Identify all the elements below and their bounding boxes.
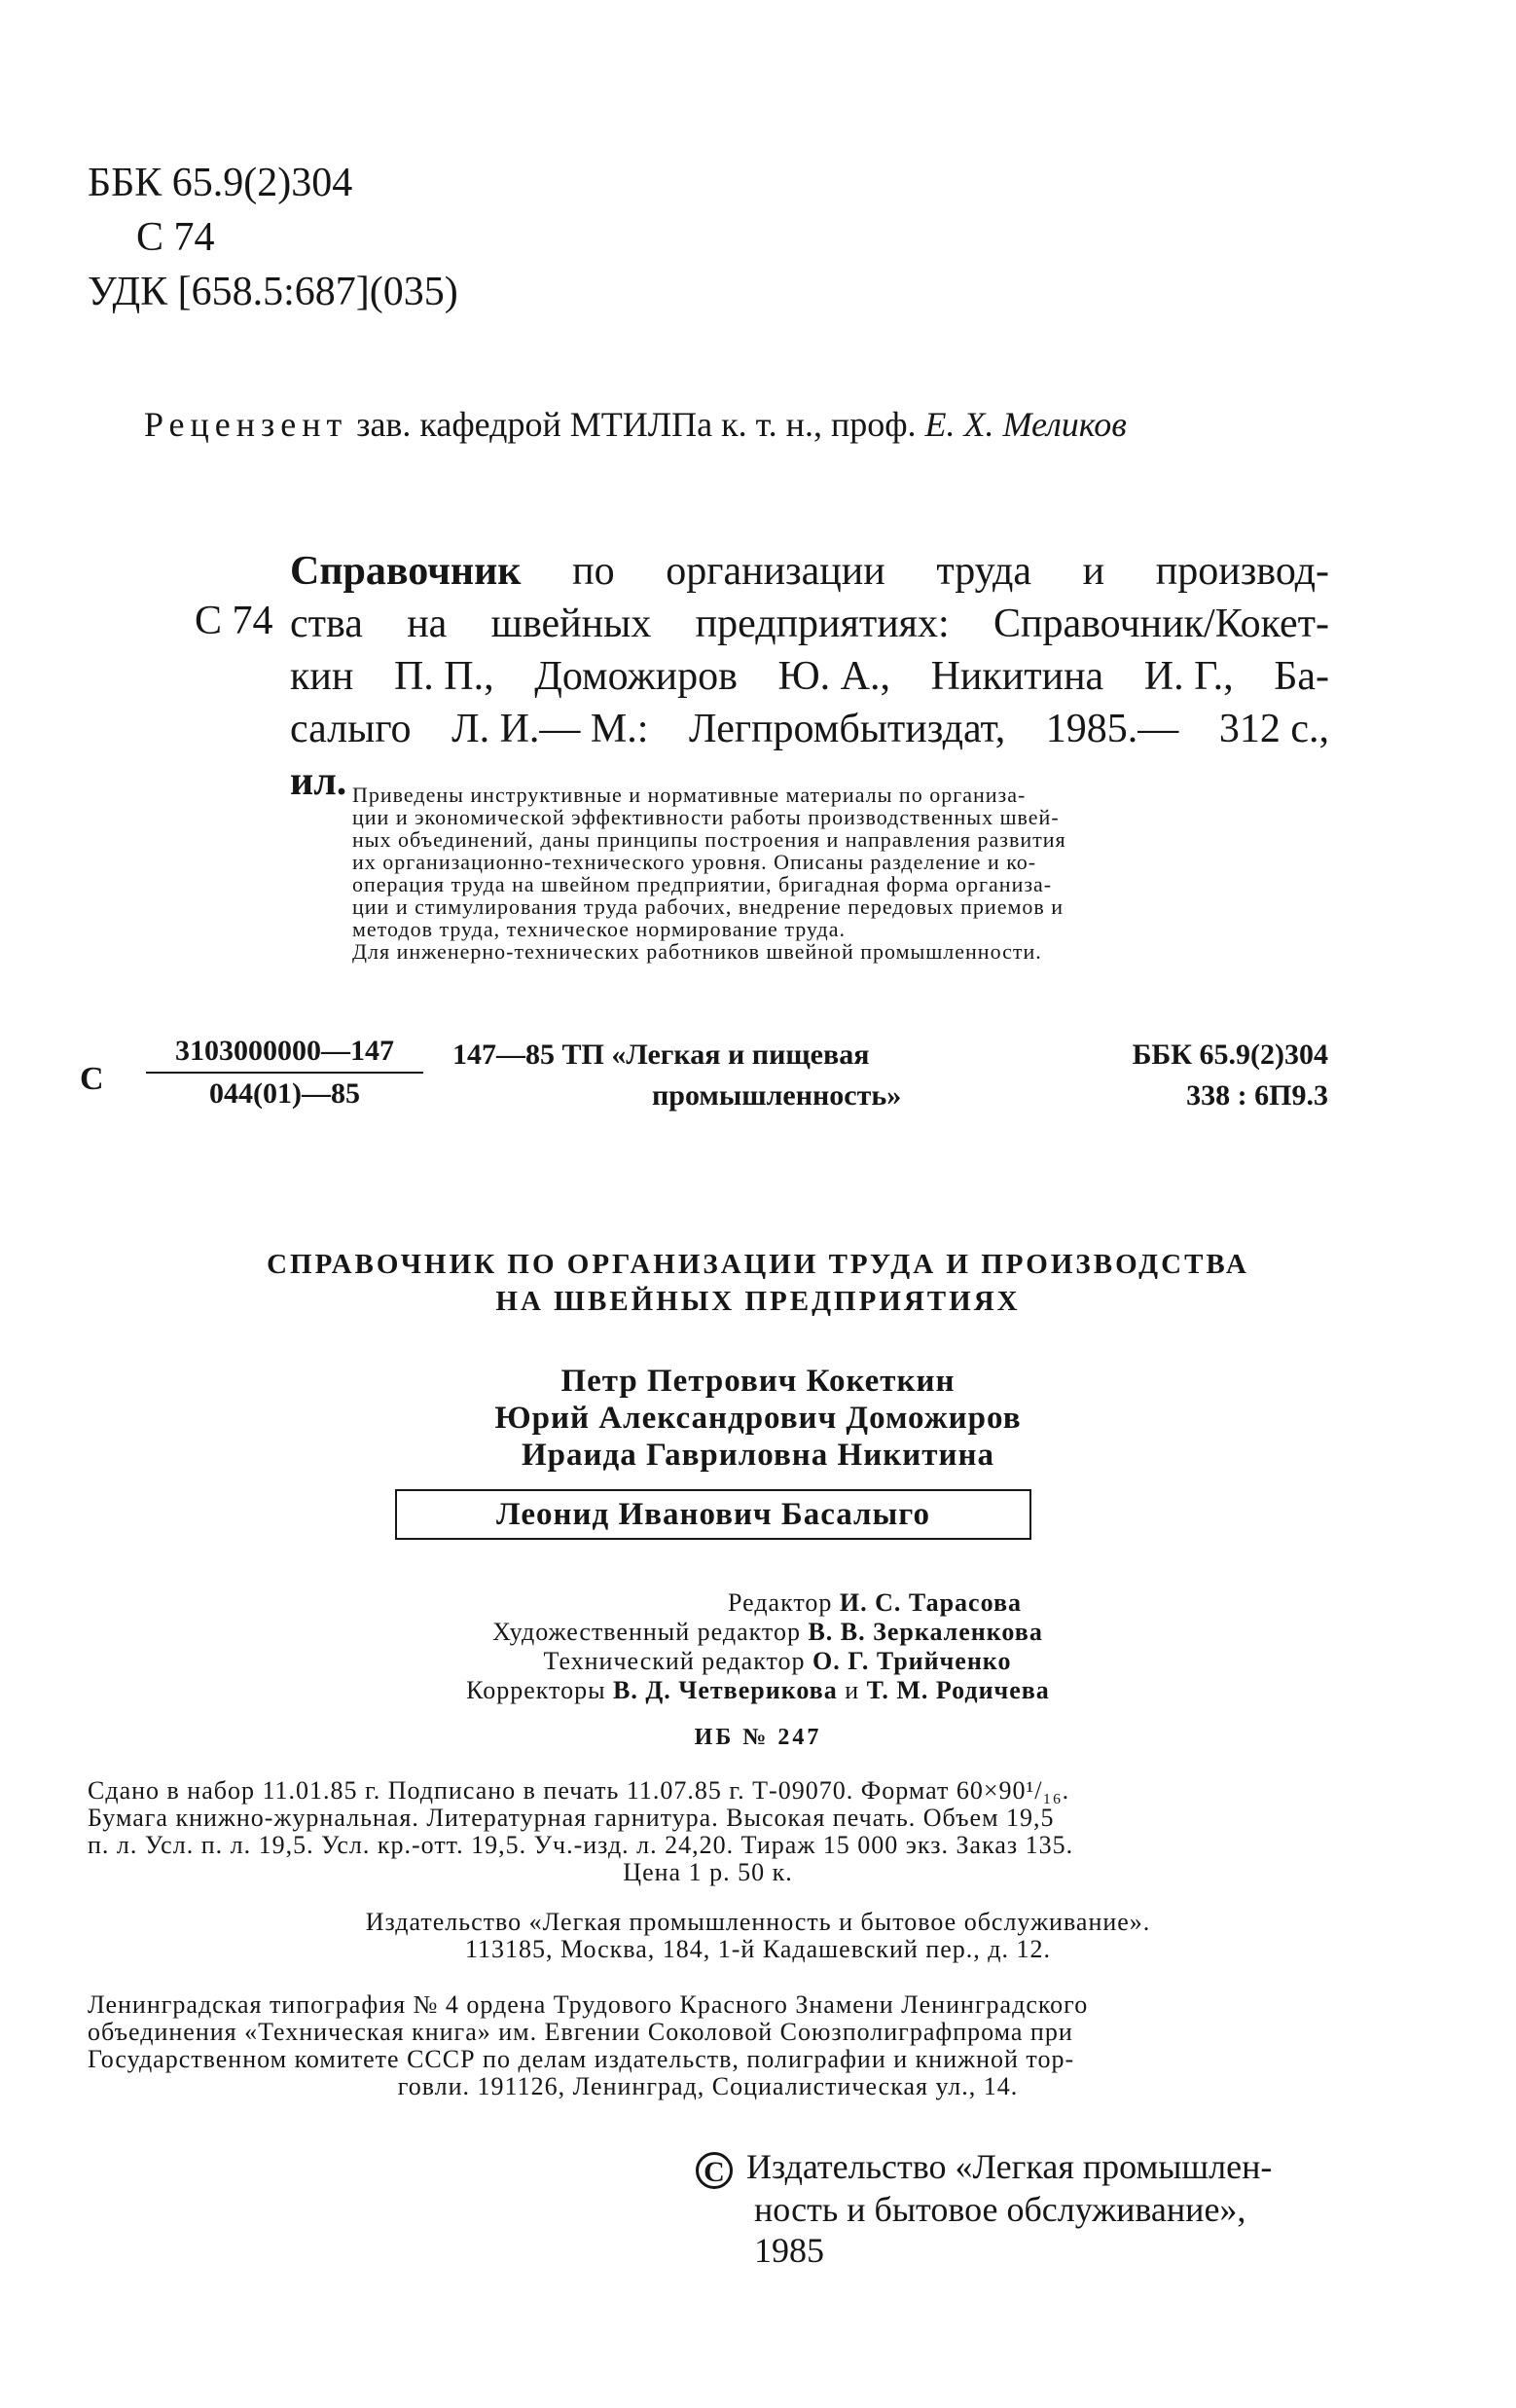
catalog-word: по xyxy=(572,549,615,594)
editor-name: И. С. Тарасова xyxy=(839,1588,1022,1617)
catalog-word: 312 с., xyxy=(1218,707,1329,751)
catalog-word: Л. И.— М.: xyxy=(451,707,649,751)
catalog-word: 1985.— xyxy=(1045,707,1179,751)
catalog-word: ства xyxy=(290,602,363,646)
codes-series xyxy=(452,1035,901,1116)
publisher-address: 113185, Москва, 184, 1-й Кадашевский пер., д. 12. xyxy=(464,1935,1052,1963)
catalog-code: С 74 xyxy=(195,599,273,643)
reviewer-line xyxy=(144,404,1127,445)
codes-letter: С xyxy=(80,1061,104,1097)
reviewer-label: Рецензент xyxy=(144,405,348,444)
catalog-word: кин xyxy=(290,654,354,699)
annotation-line: Приведены инструктивные и нормативные материалы по организа- xyxy=(352,783,1027,807)
catalog-word: И. Г., xyxy=(1143,654,1234,699)
frame-rule-bottom xyxy=(397,1538,1029,1540)
codes-fraction xyxy=(146,1035,423,1111)
authors-list xyxy=(0,1363,1516,1474)
imprint-line: Сдано в набор 11.01.85 г. Подписано в печать 11.07.85 г. Т-09070. Формат 60×90¹/₁₆. xyxy=(88,1776,1070,1805)
catalog-word: Справочник xyxy=(290,549,522,594)
printery-address: говли. 191126, Ленинград, Социалистическая ул., 14. xyxy=(397,2072,1019,2100)
editor-line xyxy=(0,1618,1516,1647)
editor-role: Редактор xyxy=(728,1588,833,1617)
editor-line xyxy=(0,1647,1516,1676)
catalog-word: организации xyxy=(666,549,885,594)
editor-role: Корректоры xyxy=(466,1676,606,1704)
catalog-word: Ба- xyxy=(1274,654,1329,699)
codes-bbk xyxy=(1070,1035,1328,1116)
editors-block xyxy=(0,1588,1516,1705)
copyright-line-2: ность и бытовое обслуживание», xyxy=(754,2189,1246,2229)
catalog-line xyxy=(290,650,1329,703)
printery-line: Ленинградская типография № 4 ордена Трудового Красного Знамени Ленинградского xyxy=(88,1990,1089,2019)
reviewer-text: зав. кафедрой МТИЛПа к. т. н., проф. xyxy=(356,405,917,444)
author: Юрий Александрович Доможиров xyxy=(494,1401,1022,1436)
annotation-line: операция труда на швейном предприятии, бригадная форма организа- xyxy=(352,872,1053,896)
editor-name: В. Д. Четверикова xyxy=(613,1676,838,1704)
printery-line: объединения «Техническая книга» им. Евгении Соколовой Союзполиграфпрома при xyxy=(88,2018,1073,2046)
price: Цена 1 р. 50 к. xyxy=(623,1858,793,1886)
author: Ираида Гавриловна Никитина xyxy=(522,1438,994,1473)
series-line-2: промышленность» xyxy=(652,1079,902,1112)
book-title xyxy=(0,1246,1516,1320)
catalog-line xyxy=(290,545,1329,598)
editor-role: Художественный редактор xyxy=(492,1618,801,1646)
catalog-word: Легпромбытиздат, xyxy=(689,707,1006,751)
codes-denominator: 044(01)—85 xyxy=(209,1077,360,1110)
catalog-word: Доможиров xyxy=(534,654,738,699)
copyright-year: 1985 xyxy=(754,2230,824,2270)
ib-number: ИБ № 247 xyxy=(694,1725,822,1750)
imprint-line: Бумага книжно-журнальная. Литературная гарнитура. Высокая печать. Объем 19,5 xyxy=(88,1804,1055,1832)
imprint-line: п. л. Усл. п. л. 19,5. Усл. кр.-отт. 19,5. Уч.-изд. л. 24,20. Тираж 15 000 экз. Заказ 135. xyxy=(88,1831,1074,1859)
catalog-word: Ю. А., xyxy=(777,654,890,699)
annotation-line: ции и экономической эффективности работы производственных швей- xyxy=(352,805,1060,829)
bbk-right-1: ББК 65.9(2)304 xyxy=(1132,1039,1328,1071)
catalog-word: салыго xyxy=(290,707,412,751)
copyright-text: Издательство «Легкая промышлен- xyxy=(746,2147,1273,2186)
catalog-word: производ- xyxy=(1155,549,1329,594)
editor-role: Технический редактор xyxy=(543,1647,806,1675)
catalog-word: на xyxy=(407,602,448,646)
udk-code: УДК [658.5:687](035) xyxy=(88,270,458,314)
copyright-line-1 xyxy=(696,2146,1328,2189)
annotation xyxy=(352,784,1328,963)
editor-joiner: и xyxy=(845,1676,860,1704)
editor-line xyxy=(0,1676,1516,1705)
editor-name: Т. М. Родичева xyxy=(866,1676,1050,1704)
copyright-block xyxy=(696,2146,1328,2271)
catalog-word: ил. xyxy=(290,759,347,804)
editor-line xyxy=(0,1588,1516,1618)
catalog-word: труда xyxy=(936,549,1032,594)
copyright-icon: С xyxy=(696,2152,733,2189)
catalog-word: Никитина xyxy=(930,654,1104,699)
memorial-frame xyxy=(395,1489,1031,1540)
author: Петр Петрович Кокеткин xyxy=(560,1364,956,1399)
annotation-line: ции и стимулирования труда рабочих, внедрение передовых приемов и xyxy=(352,894,1065,919)
bbk-right-2: 338 : 6П9.3 xyxy=(1186,1079,1328,1112)
catalog-word: Справочник/Кокет- xyxy=(993,602,1329,646)
catalog-word: и xyxy=(1082,549,1105,594)
publisher-name: Издательство «Легкая промышленность и бытовое обслуживание». xyxy=(365,1908,1151,1936)
author-mark: С 74 xyxy=(136,215,215,260)
imprint-block xyxy=(88,1777,1328,1886)
catalog-word: предприятиях: xyxy=(695,602,950,646)
printery-block xyxy=(88,1991,1328,2100)
catalog-line xyxy=(290,703,1329,755)
publisher-block xyxy=(0,1909,1516,1963)
series-line-1: 147—85 ТП «Легкая и пищевая xyxy=(452,1039,870,1071)
annotation-line: ных объединений, даны принципы построения и направления развития xyxy=(352,827,1066,852)
title-line-2: НА ШВЕЙНЫХ ПРЕДПРИЯТИЯХ xyxy=(495,1286,1021,1317)
annotation-line: методов труда, техническое нормирование труда. xyxy=(352,917,846,941)
catalog-entry xyxy=(290,545,1329,808)
editor-name: О. Г. Трийченко xyxy=(812,1647,1012,1675)
catalog-word: швейных xyxy=(490,602,652,646)
codes-numerator: 3103000000—147 xyxy=(146,1035,423,1074)
editor-name: В. В. Зеркаленкова xyxy=(808,1618,1043,1646)
bbk-code: ББК 65.9(2)304 xyxy=(88,161,353,205)
author-boxed: Леонид Иванович Басалыго xyxy=(496,1497,930,1532)
frame-rule-top xyxy=(397,1489,1029,1491)
printery-line: Государственном комитете СССР по делам издательств, полиграфии и книжной тор- xyxy=(88,2045,1075,2073)
catalog-word: П. П., xyxy=(393,654,494,699)
classification-block xyxy=(88,156,458,319)
title-line-1: СПРАВОЧНИК ПО ОРГАНИЗАЦИИ ТРУДА И ПРОИЗВОДСТВА xyxy=(267,1249,1249,1280)
annotation-line: их организационно-технического уровня. Описаны разделение и ко- xyxy=(352,850,1037,874)
catalog-line xyxy=(290,598,1329,650)
annotation-audience: Для инженерно-технических работников швейной промышленности. xyxy=(352,939,1042,964)
reviewer-name: Е. Х. Меликов xyxy=(924,405,1127,444)
